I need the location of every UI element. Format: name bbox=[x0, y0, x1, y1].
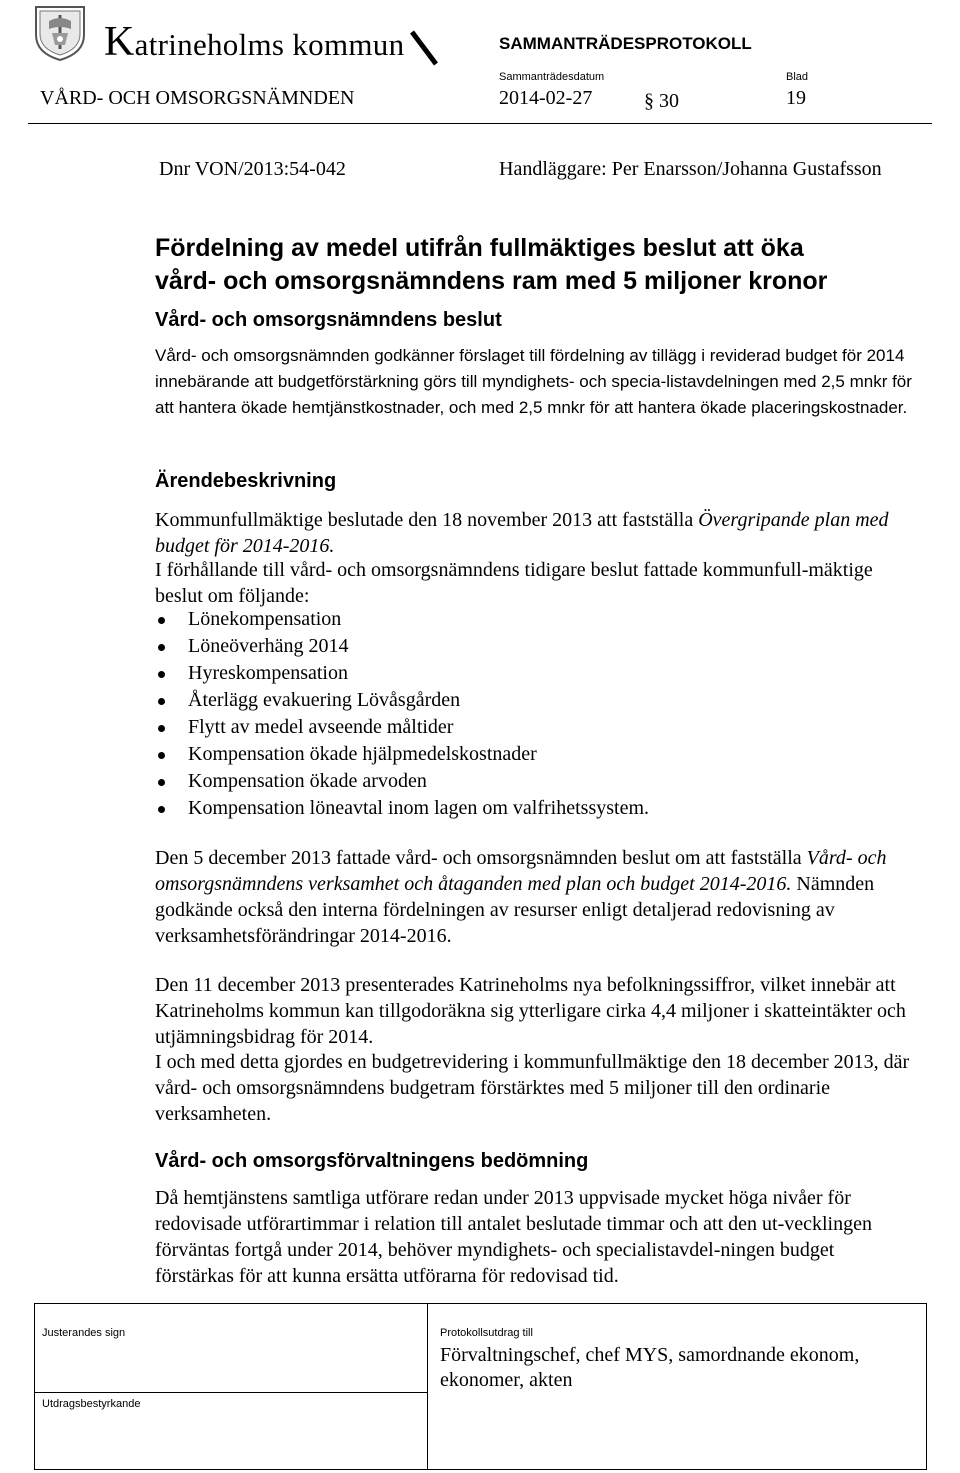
assessment-heading: Vård- och omsorgsförvaltningens bedömning bbox=[155, 1150, 589, 1172]
page-label: Blad bbox=[786, 71, 809, 83]
list-item: Löneöverhäng 2014 bbox=[155, 633, 649, 660]
list-item: Flytt av medel avseende måltider bbox=[155, 714, 649, 741]
description-paragraph-3 bbox=[155, 845, 915, 949]
case-officers: Handläggare: Per Enarsson/Johanna Gustafsson bbox=[499, 158, 882, 180]
logo-name: atrineholms kommun bbox=[134, 27, 405, 62]
case-number: Dnr VON/2013:54-042 bbox=[159, 158, 346, 180]
document-title bbox=[155, 232, 915, 298]
page-number: 19 bbox=[786, 87, 806, 109]
paragraph-number-value: 30 bbox=[659, 90, 679, 112]
signature-box-divider bbox=[34, 1392, 427, 1393]
municipal-crest-icon bbox=[32, 3, 88, 63]
municipality-logo-text bbox=[104, 18, 404, 66]
description-p1-plan-title: Övergripande plan med budget för 2014-2016. bbox=[155, 509, 889, 557]
description-paragraph-2: I förhållande till vård- och omsorgsnämndens tidigare beslut fattade kommunfull-mäktige beslut om följande: bbox=[155, 559, 873, 607]
description-paragraph-5: I och med detta gjordes en budgetrevidering i kommunfullmäktige den 18 december 2013, där vård- och omsorgsnämndens budgetram förstärktes med 5 miljoner till den ordinarie verksamheten. bbox=[155, 1051, 910, 1125]
description-paragraph-1 bbox=[155, 507, 915, 559]
description-heading: Ärendebeskrivning bbox=[155, 470, 337, 492]
protocol-title: SAMMANTRÄDESPROTOKOLL bbox=[499, 34, 752, 53]
decision-text: Vård- och omsorgsnämnden godkänner förslaget till fördelning av tillägg i reviderad budget för 2014 innebärande att budgetförstärkning görs till myndighets- och specia-listavdelningen med 2,5 mnkr för att hantera ökade hemtjänstkostnader, och med 2,5 mnkr för att hantera ökade placeringskostnader. bbox=[155, 346, 912, 417]
document-title-line-1: Fördelning av medel utifrån fullmäktiges beslut att öka bbox=[155, 234, 804, 262]
list-item: Kompensation löneavtal inom lagen om valfrihetssystem. bbox=[155, 795, 649, 822]
utdragsbestyrkande-label: Utdragsbestyrkande bbox=[42, 1398, 141, 1410]
protocol-extract-label: Protokollsutdrag till bbox=[440, 1327, 533, 1339]
header-divider bbox=[28, 123, 932, 124]
paragraph-number: § 30 bbox=[644, 90, 679, 112]
signature-box-separator bbox=[427, 1303, 428, 1470]
description-p3-plan-title: Vård- och omsorgsnämndens verksamhet och åtaganden med plan och budget 2014-2016. bbox=[155, 847, 887, 895]
justerandes-sign-label: Justerandes sign bbox=[42, 1327, 126, 1339]
meeting-date-label: Sammanträdesdatum bbox=[499, 71, 605, 83]
committee-name: VÅRD- OCH OMSORGSNÄMNDEN bbox=[40, 87, 355, 109]
compensation-list bbox=[155, 606, 649, 822]
document-title-line-2: vård- och omsorgsnämndens ram med 5 miljoner kronor bbox=[155, 267, 828, 295]
list-item: Lönekompensation bbox=[155, 606, 649, 633]
assessment-text: Då hemtjänstens samtliga utförare redan under 2013 uppvisade mycket höga nivåer för redovisade utförartimmar i relation till antalet beslutade timmar och att den ut-vecklingen förväntas fortgå under 2014, behöver myndighets- och specialistavdel-ningen budget förstärkas för att kunna ersätta utförarna för redovisad tid. bbox=[155, 1187, 872, 1287]
meeting-date: 2014-02-27 bbox=[499, 87, 593, 109]
description-p1-text: Kommunfullmäktige beslutade den 18 november 2013 att fastställa bbox=[155, 509, 699, 531]
protocol-extract-recipients: Förvaltningschef, chef MYS, samordnande ekonom, ekonomer, akten bbox=[440, 1344, 860, 1391]
logo-initial: K bbox=[104, 19, 135, 65]
list-item: Hyreskompensation bbox=[155, 660, 649, 687]
description-p3-tail: Nämnden godkände också den interna fördelningen av resurser enligt detaljerad redovisning av verksamhetsförändringar 2014-2016. bbox=[155, 873, 875, 947]
list-item: Kompensation ökade hjälpmedelskostnader bbox=[155, 741, 649, 768]
description-paragraph-4: Den 11 december 2013 presenterades Katrineholms nya befolkningssiffror, vilket innebär att Katrineholms kommun kan tillgodoräkna sig ytterligare cirka 4,4 miljoner i skatteintäkter och utjämningsbidrag för 2014. bbox=[155, 974, 906, 1048]
list-item: Kompensation ökade arvoden bbox=[155, 768, 649, 795]
logo-slash-icon bbox=[410, 30, 440, 66]
description-p3-lead: Den 5 december 2013 fattade vård- och omsorgsnämnden beslut om att fastställa bbox=[155, 847, 807, 869]
list-item: Återlägg evakuering Lövåsgården bbox=[155, 687, 649, 714]
decision-heading: Vård- och omsorgsnämndens beslut bbox=[155, 309, 502, 331]
